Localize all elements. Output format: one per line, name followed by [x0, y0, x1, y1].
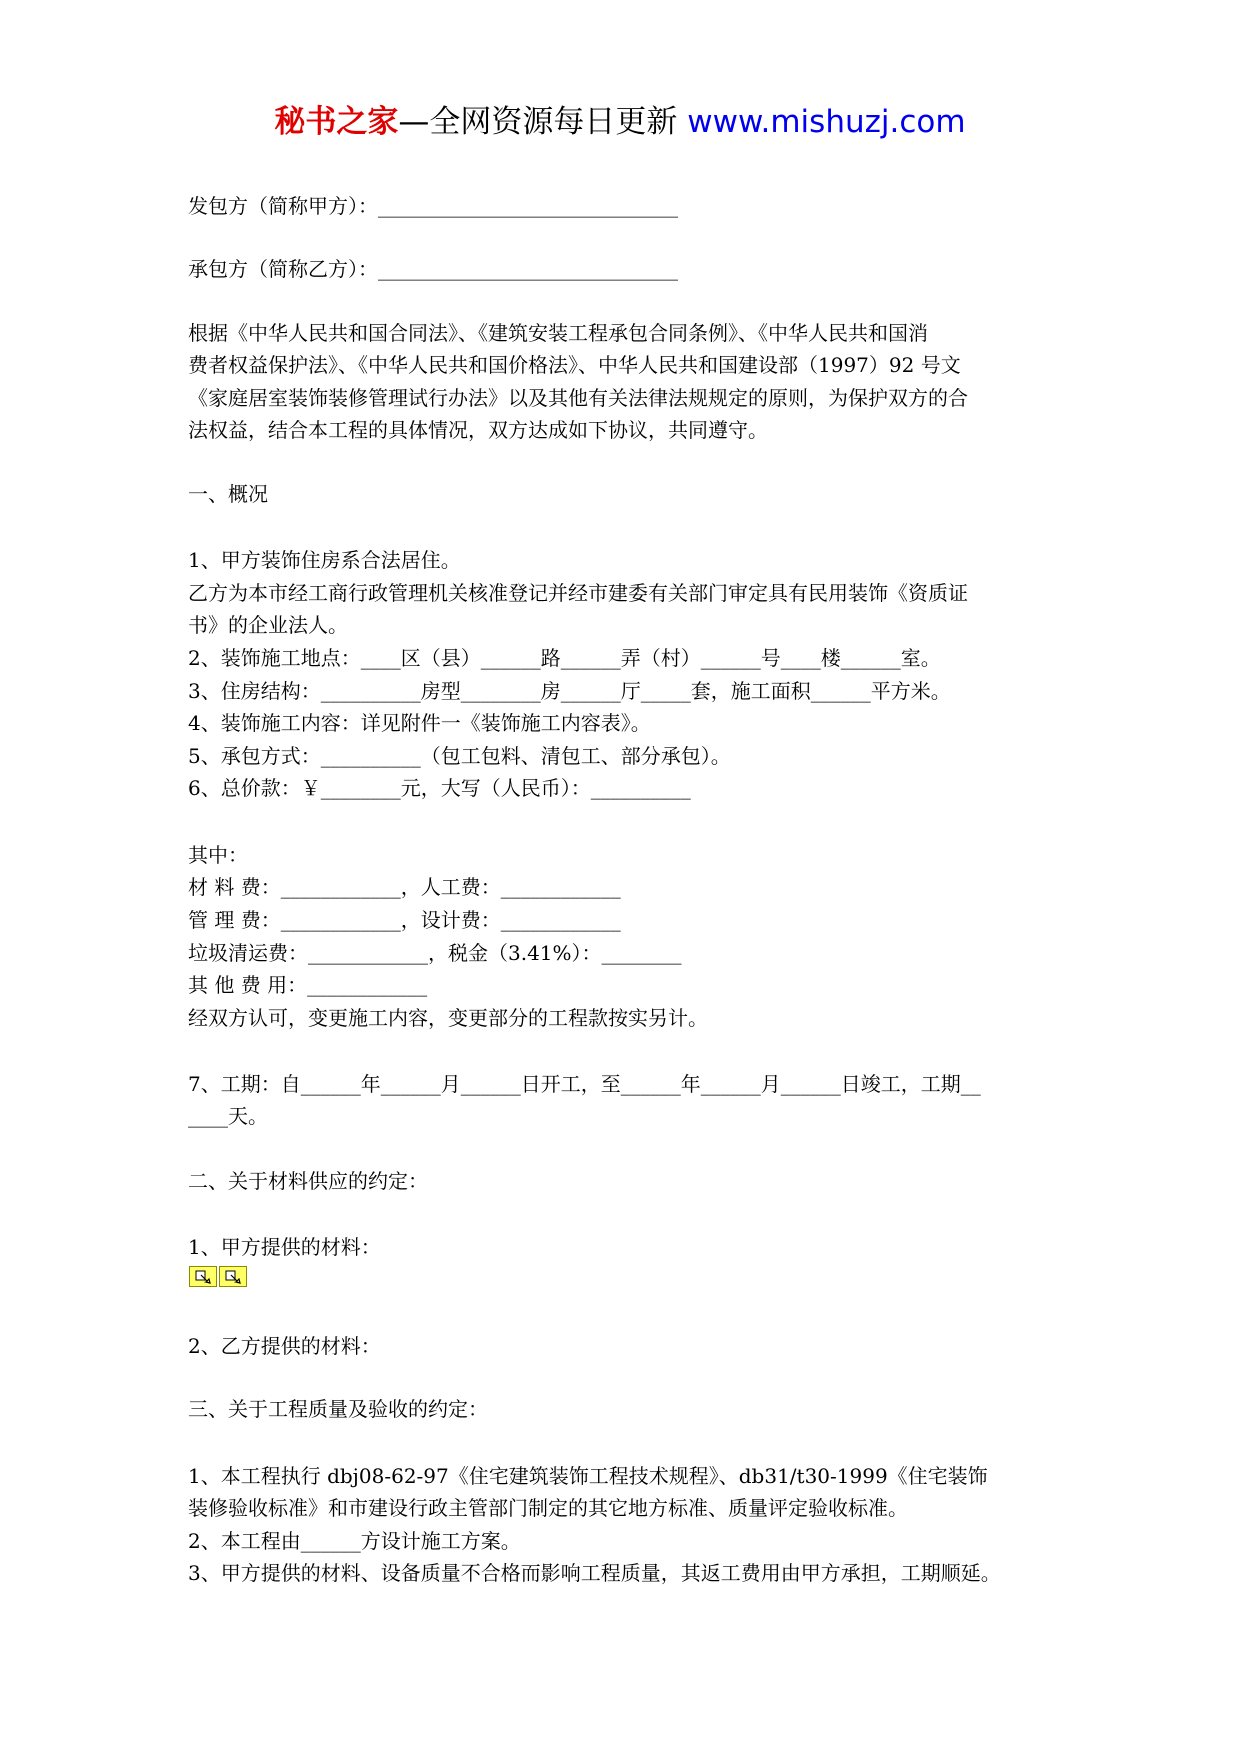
fee-line: 其中： [188, 843, 248, 867]
quality-line: 2、本工程由______方设计施工方案。 [188, 1529, 521, 1553]
fee-line: 材 料 费：____________，人工费：____________ [188, 875, 621, 899]
embedded-objects [189, 1266, 247, 1287]
clause-line: 5、承包方式：__________（包工包料、清包工、部分承包）。 [188, 744, 731, 768]
brand-name: 秘书之家 [274, 104, 399, 140]
fee-line: 其 他 费 用：____________ [188, 973, 428, 997]
clause-line: 2、装饰施工地点：____区（县）______路______弄（村）______号____楼______室。 [188, 646, 941, 670]
section-heading: 三、关于工程质量及验收的约定： [188, 1397, 488, 1421]
preamble-line: 法权益，结合本工程的具体情况，双方达成如下协议，共同遵守。 [188, 418, 768, 442]
header-slogan: —全网资源每日更新 [398, 104, 688, 140]
clause-line: 1、甲方装饰住房系合法居住。 [188, 548, 461, 572]
clause-line: 1、甲方提供的材料： [188, 1235, 381, 1259]
site-header [0, 102, 1240, 142]
schedule-line: ____天。 [188, 1104, 268, 1128]
party-a-line: 发包方（简称甲方）：______________________________ [188, 194, 678, 218]
party-b-line: 承包方（简称乙方）：______________________________ [188, 257, 678, 281]
quality-line: 3、甲方提供的材料、设备质量不合格而影响工程质量，其返工费用由甲方承担，工期顺延。 [188, 1561, 1001, 1585]
fee-line: 管 理 费：____________，设计费：____________ [188, 908, 621, 932]
clause-line: 6、总价款：￥________元，大写（人民币）：__________ [188, 776, 691, 800]
embedded-object-icon[interactable] [189, 1266, 217, 1287]
clause-line: 3、住房结构：__________房型________房______厅_____套，施工面积______平方米。 [188, 679, 951, 703]
embedded-object-icon[interactable] [219, 1266, 247, 1287]
clause-line: 书》的企业法人。 [188, 613, 348, 637]
fee-line: 经双方认可，变更施工内容，变更部分的工程款按实另计。 [188, 1006, 708, 1030]
fee-line: 垃圾清运费：____________，税金（3.41%）：________ [188, 941, 682, 965]
schedule-line: 7、工期：自______年______月______日开工，至______年______月______日竣工，工期__ [188, 1072, 981, 1096]
preamble-line: 根据《中华人民共和国合同法》、《建筑安装工程承包合同条例》、《中华人民共和国消 [188, 321, 928, 345]
clause-line: 乙方为本市经工商行政管理机关核准登记并经市建委有关部门审定具有民用装饰《资质证 [188, 581, 968, 605]
quality-line: 1、本工程执行 dbj08-62-97《住宅建筑装饰工程技术规程》、db31/t30-1999《住宅装饰 [188, 1464, 988, 1488]
preamble-line: 《家庭居室装饰装修管理试行办法》以及其他有关法律法规规定的原则，为保护双方的合 [188, 386, 968, 410]
clause-line: 4、装饰施工内容：详见附件一《装饰施工内容表》。 [188, 711, 651, 735]
preamble-line: 费者权益保护法》、《中华人民共和国价格法》、中华人民共和国建设部（1997）92 号文 [188, 353, 961, 377]
section-heading: 二、关于材料供应的约定： [188, 1169, 428, 1193]
section-heading: 一、概况 [188, 482, 268, 506]
quality-line: 装修验收标准》和市建设行政主管部门制定的其它地方标准、质量评定验收标准。 [188, 1496, 908, 1520]
site-link[interactable]: www.mishuzj.com [687, 104, 966, 140]
clause-line: 2、乙方提供的材料： [188, 1334, 381, 1358]
